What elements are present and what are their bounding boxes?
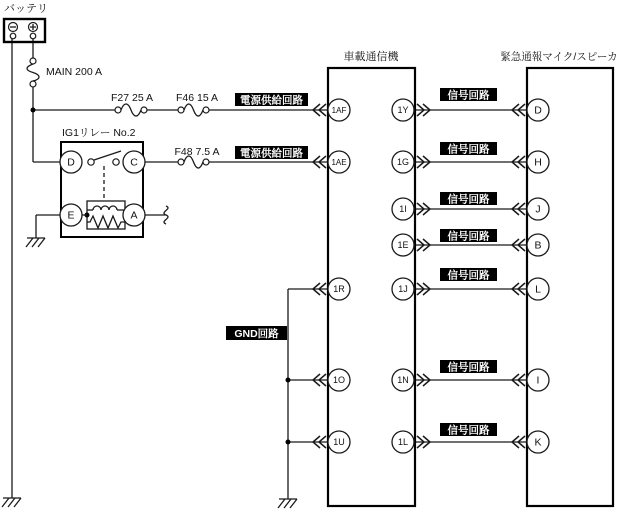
svg-text:I: I [536,374,540,387]
signal-circuit-label [440,88,497,102]
svg-text:D: D [67,156,75,169]
svg-text:B: B [534,239,542,252]
terminal-j [527,198,549,220]
ground-icon [2,498,21,507]
svg-text:1U: 1U [333,437,345,447]
terminal-1u [328,431,350,453]
svg-text:1AE: 1AE [331,158,347,167]
signal-circuit-label [440,423,497,437]
svg-text:信号回路: 信号回路 [447,361,490,374]
terminal-1ae [328,151,350,173]
svg-text:1N: 1N [397,375,409,385]
svg-text:J: J [535,203,541,216]
svg-text:A: A [130,209,138,222]
mic-speaker-label: 緊急通報マイク/スピーカ [500,51,618,63]
fuse-f27-icon [115,104,147,116]
terminal-1af [328,99,350,121]
svg-text:1R: 1R [333,284,345,294]
signal-circuit-label [440,229,497,243]
communicator-label: 車載通信機 [343,51,399,63]
terminal-l [527,278,549,300]
svg-text:1I: 1I [399,204,407,214]
svg-text:1AF: 1AF [331,106,347,115]
relay-terminal-e [60,204,82,226]
svg-text:1O: 1O [332,375,346,385]
svg-text:H: H [534,156,542,169]
svg-text:C: C [130,156,138,169]
terminal-1j [392,278,414,300]
terminal-i [527,369,549,391]
terminal-1l [392,431,414,453]
relay-terminal-a [123,204,145,226]
fuse-f46-label: F46 15 A [175,92,219,104]
svg-text:1L: 1L [397,437,409,447]
relay [60,127,145,237]
terminal-1o [328,369,350,391]
svg-text:電源供給回路: 電源供給回路 [240,147,303,160]
terminal-1r [328,278,350,300]
battery-label: バッテリ [4,3,48,15]
svg-text:1Y: 1Y [397,105,409,115]
gnd-circuit-label [226,326,287,340]
svg-text:E: E [67,209,75,222]
power-supply-circuit-label [235,93,308,107]
terminal-b [527,234,549,256]
ground-icon [26,238,45,247]
signal-circuit-label [440,268,497,282]
svg-text:信号回路: 信号回路 [447,230,490,243]
relay-label: IG1リレー No.2 [62,127,136,139]
terminal-d [527,99,549,121]
svg-text:L: L [535,283,541,296]
terminal-k [527,431,549,453]
svg-text:1E: 1E [397,240,409,250]
terminal-1y [392,99,414,121]
fuse-f46-icon [178,104,209,116]
ground-icon [278,499,297,508]
svg-text:信号回路: 信号回路 [447,143,490,156]
power-supply-circuit-label [235,146,308,160]
svg-text:信号回路: 信号回路 [447,89,490,102]
main-fuse-label: MAIN 200 A [46,66,103,78]
relay-terminal-d [60,151,82,173]
fuse-f27-label: F27 25 A [110,92,154,104]
terminal-1e [392,234,414,256]
svg-text:GND回路: GND回路 [234,328,279,340]
signal-circuit-label [440,360,497,374]
terminal-h [527,151,549,173]
relay-terminal-c [123,151,145,173]
communicator-box [328,49,415,506]
fuse-f48-label: F48 7.5 A [174,146,220,158]
svg-text:D: D [534,104,542,117]
signal-circuit-label [440,142,497,156]
battery-icon [4,3,48,42]
svg-text:信号回路: 信号回路 [447,193,490,206]
svg-text:信号回路: 信号回路 [447,424,490,437]
svg-text:1J: 1J [398,284,408,294]
signal-circuit-label [440,192,497,206]
svg-text:信号回路: 信号回路 [447,269,490,282]
svg-text:電源供給回路: 電源供給回路 [240,94,303,107]
svg-text:1G: 1G [396,157,410,167]
terminal-1i [392,198,414,220]
terminal-1g [392,151,414,173]
main-fuse-icon [27,58,39,87]
svg-text:K: K [534,436,542,449]
terminal-1n [392,369,414,391]
